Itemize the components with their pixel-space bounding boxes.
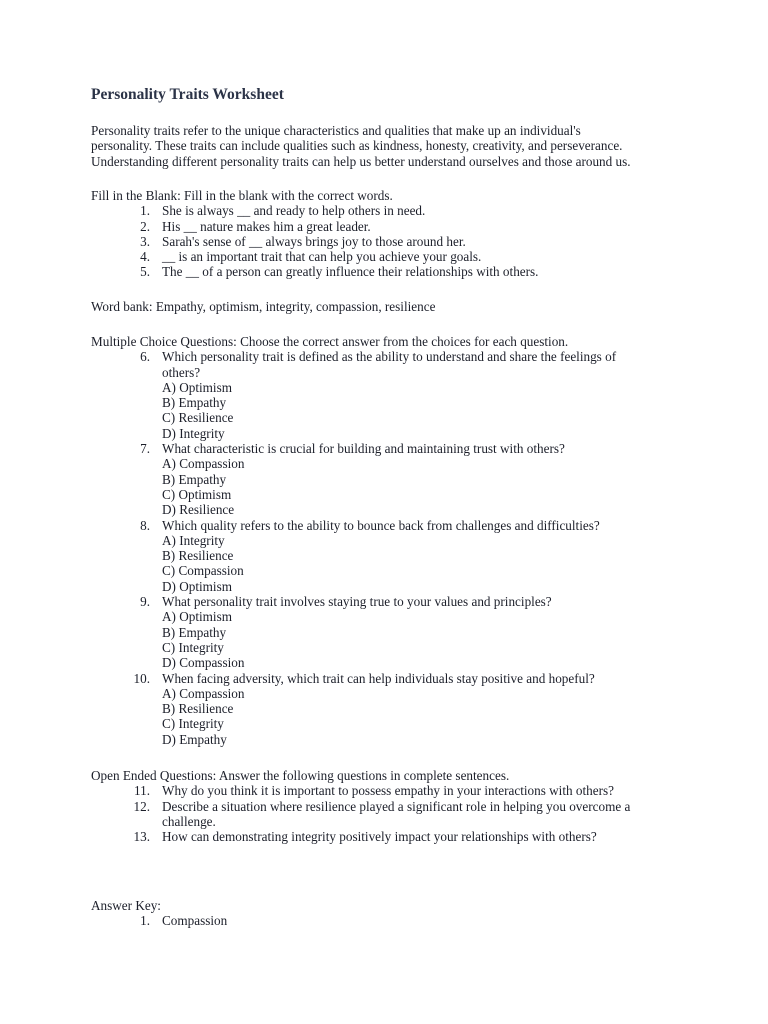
question-text-continued: challenge. [162,813,216,829]
fill-blank-section [91,188,691,280]
question-text: Which quality refers to the ability to bounce back from challenges and difficulties? [162,517,600,533]
question-item [91,441,691,456]
answer-option: B) Empathy [162,471,227,487]
question-item [91,594,691,609]
item-number: 4. [140,249,150,265]
intro-paragraph [91,123,691,169]
open-ended-heading: Open Ended Questions: Answer the following questions in complete sentences. [91,768,510,783]
answer-option: A) Optimism [162,379,232,395]
answer-option: A) Integrity [162,532,225,548]
intro-line: Personality traits refer to the unique characteristics and qualities that make up an individual's [91,123,581,138]
answer-option: C) Integrity [162,639,224,655]
multiple-choice-heading: Multiple Choice Questions: Choose the correct answer from the choices for each question. [91,334,569,349]
answer-option: B) Empathy [162,624,227,640]
answer-option: D) Compassion [162,655,245,671]
answer-option: A) Compassion [162,456,245,472]
question-text: What personality trait involves staying true to your values and principles? [162,594,552,610]
item-text: Sarah's sense of __ always brings joy to those around her. [162,233,466,249]
answer-option: D) Empathy [162,731,227,747]
intro-line: personality. These traits can include qualities such as kindness, honesty, creativity, and perseverance. [91,138,623,154]
item-text: She is always __ and ready to help others in need. [162,203,426,219]
answer-key-heading: Answer Key: [91,898,161,913]
list-item [91,264,691,279]
item-number: 1. [140,913,150,929]
answer-option: A) Compassion [162,685,245,701]
list-item [91,234,691,249]
question-number: 7. [140,441,150,457]
answer-option: C) Resilience [162,410,234,426]
fill-blank-heading: Fill in the Blank: Fill in the blank with the correct words. [91,188,393,203]
item-text: His __ nature makes him a great leader. [162,218,371,234]
item-number: 2. [140,218,150,234]
question-item [91,671,691,686]
question-text: Describe a situation where resilience played a significant role in helping you overcome a [162,798,631,814]
question-item [91,518,691,533]
list-item [91,219,691,234]
item-number: 5. [140,264,150,280]
item-number: 1. [140,203,150,219]
answer-option: A) Optimism [162,609,232,625]
answer-option: C) Optimism [162,486,232,502]
question-text: What characteristic is crucial for building and maintaining trust with others? [162,441,565,457]
question-number: 9. [140,594,150,610]
list-item [91,249,691,264]
question-item [91,829,691,844]
open-ended-section [91,768,691,844]
question-item [91,799,691,814]
question-text: Why do you think it is important to possess empathy in your interactions with others? [162,783,614,799]
list-item [91,203,691,218]
question-item [91,349,691,364]
question-text: Which personality trait is defined as the ability to understand and share the feelings of [162,349,617,365]
answer-key-section [91,898,691,929]
answer-option: B) Resilience [162,548,234,564]
question-number: 13. [133,829,150,845]
answer-option: B) Empathy [162,395,227,411]
item-text: __ is an important trait that can help you achieve your goals. [162,249,482,265]
question-number: 6. [140,349,150,365]
intro-line: Understanding different personality traits can help us better understand ourselves and those around us. [91,153,631,169]
list-item [91,913,691,928]
question-text-continued: others? [162,364,201,380]
item-text: Compassion [162,913,228,929]
answer-option: D) Integrity [162,425,225,441]
word-bank-text: Word bank: Empathy, optimism, integrity, compassion, resilience [91,299,436,314]
question-number: 11. [134,783,150,799]
page-title: Personality Traits Worksheet [91,86,284,103]
answer-option: D) Resilience [162,502,235,518]
answer-option: C) Integrity [162,716,224,732]
answer-option: B) Resilience [162,701,234,717]
item-number: 3. [140,233,150,249]
answer-option: D) Optimism [162,578,232,594]
question-number: 8. [140,517,150,533]
multiple-choice-section [91,334,691,747]
question-item [91,783,691,798]
answer-option: C) Compassion [162,563,244,579]
question-number: 12. [133,798,150,814]
item-text: The __ of a person can greatly influence their relationships with others. [162,264,539,280]
question-text: How can demonstrating integrity positively impact your relationships with others? [162,829,597,845]
word-bank [91,299,691,314]
question-text: When facing adversity, which trait can help individuals stay positive and hopeful? [162,670,595,686]
question-number: 10. [133,670,150,686]
